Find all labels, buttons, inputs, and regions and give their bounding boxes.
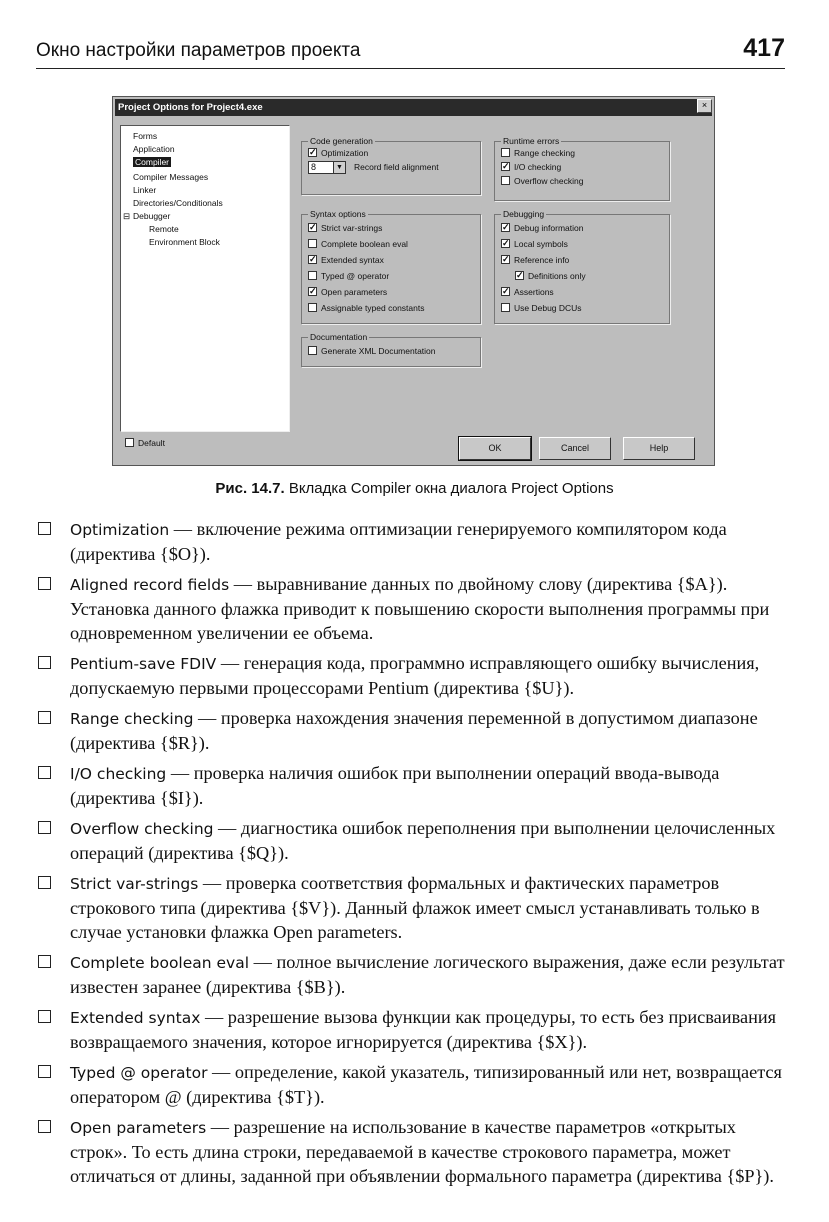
debug-information-checkbox[interactable]: ✓ Debug information	[502, 222, 584, 233]
checkbox-bullet-icon	[38, 1120, 51, 1133]
description: — диагностика ошибок переполнения при выполнении целочисленных операций (директива {$Q}).	[70, 818, 776, 863]
list-item	[38, 572, 786, 645]
term: Overflow checking	[70, 820, 214, 838]
figure-label: Рис. 14.7.	[215, 480, 285, 497]
running-title: Окно настройки параметров проекта	[36, 40, 361, 61]
group-title: Runtime errors	[503, 136, 560, 146]
checkmark-icon: ✓	[502, 238, 510, 249]
term: Open parameters	[70, 1119, 207, 1137]
checkbox-bullet-icon	[38, 876, 51, 889]
record-align-combo[interactable]: 8 ▼	[308, 161, 346, 174]
tree-item-directories[interactable]: Directories/Conditionals	[133, 198, 223, 208]
definitions-only-checkbox[interactable]: ✓ Definitions only	[516, 270, 586, 281]
range-checking-checkbox[interactable]: Range checking	[501, 148, 575, 158]
list-item	[38, 950, 786, 999]
checkmark-icon: ✓	[502, 222, 510, 233]
list-item	[38, 517, 786, 566]
description: — проверка нахождения значения переменной в допустимом диапазоне (директива {$R}).	[70, 708, 758, 753]
close-button[interactable]: ×	[697, 99, 712, 113]
checkbox-bullet-icon	[38, 711, 51, 724]
figure-caption-text: Вкладка Compiler окна диалога Project Options	[288, 480, 614, 497]
local-symbols-checkbox[interactable]: ✓ Local symbols	[502, 238, 568, 249]
term: Complete boolean eval	[70, 954, 250, 972]
group-title: Syntax options	[310, 209, 366, 219]
group-title: Debugging	[503, 209, 545, 219]
documentation-group	[301, 332, 481, 367]
term: Aligned record fields	[70, 576, 230, 594]
checkbox-bullet-icon	[38, 955, 51, 968]
code-generation-group	[301, 136, 481, 195]
cancel-button[interactable]: Cancel	[539, 437, 611, 460]
group-title: Code generation	[310, 136, 373, 146]
tree-item-debugger[interactable]: Debugger	[133, 211, 171, 221]
complete-boolean-eval-checkbox[interactable]: Complete boolean eval	[308, 239, 408, 249]
expand-minus-icon[interactable]: ⊟	[123, 211, 131, 221]
dropdown-arrow-icon: ▼	[333, 162, 345, 173]
description: — проверка наличия ошибок при выполнении операций ввода-вывода (директива {$I}).	[70, 763, 720, 808]
tree-item-remote[interactable]: Remote	[149, 224, 179, 234]
description: — проверка соответствия формальных и фактических параметров строкового типа (директива {$V}). Данный флажок имеет смысл устанавливать только в случае установки флажка Open parameters.	[70, 873, 760, 942]
term: Range checking	[70, 710, 194, 728]
ok-button[interactable]: OK	[459, 437, 531, 460]
io-checking-checkbox[interactable]: ✓ I/O checking	[502, 161, 562, 172]
optimization-checkbox[interactable]: ✓ Optimization	[309, 147, 369, 158]
checkmark-icon: ✓	[309, 222, 317, 233]
use-debug-dcus-checkbox[interactable]: Use Debug DCUs	[501, 303, 582, 313]
dialog-titlebar: Project Options for Project4.exe	[115, 99, 712, 116]
term: Typed @ operator	[70, 1064, 208, 1082]
extended-syntax-checkbox[interactable]: ✓ Extended syntax	[309, 254, 384, 265]
tree-item-environment-block[interactable]: Environment Block	[149, 237, 220, 247]
checkmark-icon: ✓	[309, 286, 317, 297]
checkbox-bullet-icon	[38, 766, 51, 779]
checkmark-icon: ✓	[309, 147, 317, 158]
list-item	[38, 1115, 786, 1188]
checkmark-icon: ✓	[502, 286, 510, 297]
description: — генерация кода, программно исправляющего ошибку вычисления, допускаемую первыми процессорами Pentium (директива {$U}).	[70, 653, 760, 698]
overflow-checking-checkbox[interactable]: Overflow checking	[501, 176, 583, 186]
reference-info-checkbox[interactable]: ✓ Reference info	[502, 254, 570, 265]
group-title: Documentation	[310, 332, 368, 342]
term: Pentium-save FDIV	[70, 655, 217, 673]
description: — включение режима оптимизации генерируемого компилятором кода (директива {$O}).	[70, 519, 727, 564]
checkmark-icon: ✓	[502, 161, 510, 172]
description: — разрешение вызова функции как процедуры, то есть без присваивания возвращаемого значения, которое игнорируется (директива {$X}).	[70, 1007, 777, 1052]
syntax-options-group	[301, 209, 481, 324]
assignable-typed-constants-checkbox[interactable]: Assignable typed constants	[308, 303, 424, 313]
tree-item-application[interactable]: Application	[133, 144, 175, 154]
description: — полное вычисление логического выражения, даже если результат известен заранее (директива {$B}).	[70, 952, 785, 997]
help-button[interactable]: Help	[623, 437, 695, 460]
page-header	[36, 34, 785, 69]
strict-var-strings-checkbox[interactable]: ✓ Strict var-strings	[309, 222, 383, 233]
list-item	[38, 871, 786, 944]
typed-operator-checkbox[interactable]: Typed @ operator	[308, 271, 389, 281]
debugging-group	[494, 209, 670, 324]
figure-caption	[0, 480, 829, 497]
option-description-list	[38, 517, 786, 1194]
checkbox-bullet-icon	[38, 1065, 51, 1078]
description: — разрешение на использование в качестве параметров «открытых строк». То есть длина строки, передаваемой в качестве строкового параметра, может отличаться от длины, заданной при объявлении формального параметра (директива {$P}).	[70, 1117, 774, 1186]
description: — выравнивание данных по двойному слову (директива {$A}). Установка данного флажка приводит к повышению скорости выполнения программы при одновременном увеличении ее объема.	[70, 574, 770, 643]
open-parameters-checkbox[interactable]: ✓ Open parameters	[309, 286, 388, 297]
runtime-errors-group	[494, 136, 670, 201]
checkbox-bullet-icon	[38, 577, 51, 590]
checkmark-icon: ✓	[309, 254, 317, 265]
list-item	[38, 816, 786, 865]
page-number: 417	[743, 34, 785, 62]
checkmark-icon: ✓	[516, 270, 524, 281]
checkbox-bullet-icon	[38, 656, 51, 669]
tree-item-linker[interactable]: Linker	[133, 185, 157, 195]
checkbox-bullet-icon	[38, 821, 51, 834]
term: I/O checking	[70, 765, 167, 783]
checkbox-bullet-icon	[38, 1010, 51, 1023]
record-align-label: Record field alignment	[354, 162, 439, 172]
checkbox-bullet-icon	[38, 522, 51, 535]
tree-item-compiler-messages[interactable]: Compiler Messages	[133, 172, 209, 182]
tree-item-forms[interactable]: Forms	[133, 131, 158, 141]
checkmark-icon: ✓	[502, 254, 510, 265]
term: Strict var-strings	[70, 875, 199, 893]
assertions-checkbox[interactable]: ✓ Assertions	[502, 286, 554, 297]
term: Optimization	[70, 521, 170, 539]
list-item	[38, 761, 786, 810]
list-item	[38, 706, 786, 755]
generate-xml-doc-checkbox[interactable]: Generate XML Documentation	[308, 346, 436, 356]
list-item	[38, 1060, 786, 1109]
term: Extended syntax	[70, 1009, 201, 1027]
options-tree	[120, 125, 290, 432]
default-checkbox[interactable]: Default	[125, 438, 165, 448]
list-item	[38, 651, 786, 700]
tree-item-compiler[interactable]: Compiler	[135, 157, 170, 167]
description: — определение, какой указатель, типизированный или нет, возвращается оператором @ (директива {$T}).	[70, 1062, 782, 1107]
project-options-dialog	[112, 96, 715, 466]
list-item	[38, 1005, 786, 1054]
